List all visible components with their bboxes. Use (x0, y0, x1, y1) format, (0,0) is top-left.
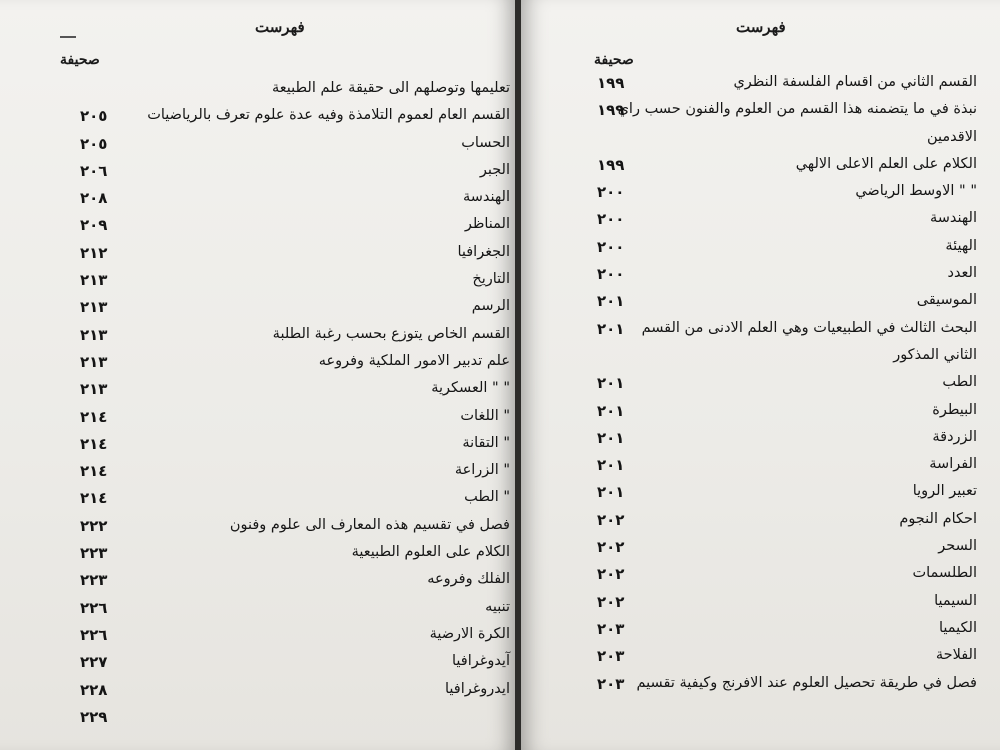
toc-entry-title: الرسم (471, 298, 510, 315)
toc-entry-title: الكلام على العلوم الطبيعية (351, 544, 510, 561)
toc-entry (521, 400, 991, 427)
toc-entry (60, 706, 510, 733)
toc-entry (60, 214, 510, 241)
toc-entry (60, 378, 510, 405)
toc-entry-page-number: ٢٠١ (597, 319, 625, 338)
toc-entry (521, 154, 991, 181)
toc-entry (521, 645, 991, 672)
toc-entry (60, 569, 510, 596)
toc-entry (521, 509, 991, 536)
toc-entry (521, 345, 991, 372)
toc-entry-page-number: ٢١٣ (80, 298, 108, 317)
toc-entry-page-number: ٢١٢ (80, 243, 108, 262)
toc-entry-page-number: ٢٠١ (597, 483, 625, 502)
toc-entry-title: نبذة في ما يتضمنه هذا القسم من العلوم والفنون حسب راي (617, 101, 977, 118)
toc-entry-title: تنبيه (485, 598, 510, 615)
page-mark (60, 36, 76, 38)
toc-entry (521, 236, 991, 263)
toc-entry (521, 181, 991, 208)
toc-entry-page-number: ٢١٣ (80, 325, 108, 344)
toc-entry-page-number: ٢١٤ (80, 489, 108, 508)
toc-entry-title: الكيميا (938, 619, 977, 636)
toc-entry-page-number: ٢٠٢ (597, 510, 625, 529)
toc-entry-title: " الزراعة (454, 462, 510, 479)
toc-entry-page-number: ٢٢٧ (80, 653, 108, 672)
toc-entry-page-number: ٢٢٩ (80, 707, 108, 726)
toc-entry-title: البيطرة (932, 401, 977, 418)
toc-entry (521, 318, 991, 345)
toc-entry-title: " اللغات (460, 407, 510, 424)
toc-entry-page-number: ٢٠١ (597, 428, 625, 447)
toc-entry (521, 290, 991, 317)
toc-entry (60, 105, 510, 132)
toc-entry-title: القسم الخاص يتوزع بحسب رغبة الطلبة (272, 325, 510, 342)
toc-entry-title: الجغرافيا (457, 243, 510, 260)
page-header: فهرست (736, 18, 786, 36)
toc-entry-title: الاقدمين (926, 128, 977, 145)
toc-entry-page-number: ٢٠١ (597, 456, 625, 475)
toc-entry-page-number: ٢١٤ (80, 462, 108, 481)
toc-entry-title: الفلك وفروعه (427, 571, 510, 588)
toc-entry-page-number: ٢١٣ (80, 352, 108, 371)
toc-entry-page-number: ٢١٣ (80, 380, 108, 399)
toc-entry (60, 351, 510, 378)
toc-entry-title: تعليمها وتوصلهم الى حقيقة علم الطبيعة (272, 80, 510, 96)
toc-entry-title: " " الاوسط الرياضي (855, 183, 977, 200)
toc-entry-page-number: ٢٠١ (597, 401, 625, 420)
toc-entry (521, 618, 991, 645)
toc-entry-title: القسم العام لعموم التلامذة وفيه عدة علوم تعرف بالرياضيات (147, 107, 510, 124)
toc-entry-title: علم تدبير الامور الملكية وفروعه (318, 352, 510, 369)
toc-entry (60, 160, 510, 187)
toc-entry (60, 433, 510, 460)
toc-entry-page-number: ٢٠٥ (80, 107, 108, 126)
toc-entry-page-number: ٢٠١ (597, 374, 625, 393)
toc-entry-title: الثاني المذكور (893, 346, 977, 363)
toc-entry (60, 624, 510, 651)
toc-entry (60, 296, 510, 323)
right-toc-list (521, 72, 991, 700)
toc-entry-title: الموسيقى (916, 292, 977, 309)
toc-entry (521, 563, 991, 590)
toc-entry-title: آيدوغرافيا (451, 653, 510, 670)
toc-entry-title: المناظر (464, 216, 510, 233)
toc-entry (521, 591, 991, 618)
toc-entry (60, 78, 510, 105)
toc-entry (60, 242, 510, 269)
toc-entry (60, 597, 510, 624)
toc-entry-page-number: ٢٠٥ (80, 134, 108, 153)
toc-entry-page-number: ١٩٩ (597, 155, 625, 174)
toc-entry-page-number: ١٩٩ (597, 101, 625, 120)
toc-entry-title: الكلام على العلم الاعلى الالهي (795, 155, 977, 172)
toc-entry-title: الحساب (461, 134, 510, 151)
toc-entry-page-number: ٢٠٣ (597, 647, 625, 666)
toc-entry (521, 127, 991, 154)
toc-entry-page-number: ٢٢٣ (80, 544, 108, 563)
toc-entry (521, 673, 991, 700)
toc-entry-page-number: ٢٢٣ (80, 571, 108, 590)
toc-entry-page-number: ٢٠٠ (597, 265, 625, 284)
toc-entry-page-number: ٢٠٦ (80, 161, 108, 180)
toc-entry-title: الزردقة (932, 428, 977, 445)
toc-entry-title: " " العسكرية (431, 380, 510, 397)
toc-entry-title: " التقانة (462, 434, 510, 451)
toc-entry (60, 324, 510, 351)
toc-entry-title: فصل في طريقة تحصيل العلوم عند الافرنج وكيفية تقسيم (636, 674, 977, 691)
toc-entry-title: تعبير الرويا (912, 483, 977, 500)
toc-entry-page-number: ٢٠٢ (597, 538, 625, 557)
toc-entry-page-number: ٢٠١ (597, 292, 625, 311)
toc-entry-page-number: ٢٢٦ (80, 598, 108, 617)
toc-entry (521, 536, 991, 563)
toc-entry (521, 454, 991, 481)
toc-entry-page-number: ٢٠٨ (80, 189, 108, 208)
toc-entry-page-number: ٢١٣ (80, 271, 108, 290)
toc-entry-title: السحر (938, 538, 977, 555)
toc-entry-title: الطلسمات (912, 565, 977, 582)
toc-entry-page-number: ٢٠٩ (80, 216, 108, 235)
toc-entry (521, 72, 991, 99)
toc-entry-title: الهيئة (945, 237, 977, 254)
toc-entry (60, 133, 510, 160)
toc-entry-title: " الطب (464, 489, 510, 506)
toc-entry-page-number: ١٩٩ (597, 74, 625, 92)
toc-entry-page-number: ٢٠٢ (597, 592, 625, 611)
toc-entry-title: العدد (947, 265, 977, 282)
left-toc-list (60, 78, 510, 733)
toc-entry-page-number: ٢٠٢ (597, 565, 625, 584)
toc-entry (60, 269, 510, 296)
toc-entry-title: فصل في تقسيم هذه المعارف الى علوم وفنون (229, 516, 510, 533)
toc-entry-page-number: ٢٠٣ (597, 674, 625, 693)
toc-entry (60, 460, 510, 487)
toc-entry (521, 372, 991, 399)
toc-entry-page-number: ٢٢٦ (80, 625, 108, 644)
toc-entry-page-number: ٢٢٢ (80, 516, 108, 535)
toc-entry (521, 263, 991, 290)
toc-entry-page-number: ٢٢٨ (80, 680, 108, 699)
toc-entry-title: التاريخ (472, 271, 510, 288)
page-column-label: صحيفة (594, 52, 634, 68)
toc-entry (60, 542, 510, 569)
toc-entry-title: ايدروغرافيا (444, 680, 510, 697)
toc-entry-title: الطب (942, 374, 977, 391)
toc-entry-page-number: ٢١٤ (80, 407, 108, 426)
toc-entry (521, 427, 991, 454)
toc-entry-title: الفراسة (929, 456, 977, 473)
toc-entry (60, 651, 510, 678)
toc-entry-title: البحث الثالث في الطبيعيات وهي العلم الادنى من القسم (641, 319, 977, 336)
toc-entry (521, 99, 991, 126)
toc-entry-page-number: ٢٠٠ (597, 237, 625, 256)
toc-entry-title: الجبر (479, 161, 510, 178)
toc-entry-page-number: ٢٠٠ (597, 183, 625, 202)
toc-entry (60, 515, 510, 542)
toc-entry (60, 679, 510, 706)
toc-entry-title: الهندسة (929, 210, 977, 227)
page-column-label: صحيفة (60, 52, 100, 68)
toc-entry-title: الكرة الارضية (429, 625, 510, 642)
toc-entry (521, 208, 991, 235)
toc-entry (60, 487, 510, 514)
toc-entry-title: احكام النجوم (899, 510, 977, 527)
toc-entry-title: السيميا (934, 592, 977, 609)
toc-entry-title: الهندسة (462, 189, 510, 206)
page-header: فهرست (255, 18, 305, 36)
toc-entry (521, 481, 991, 508)
toc-entry-page-number: ٢١٤ (80, 434, 108, 453)
toc-entry-title: القسم الثاني من اقسام الفلسفة النظري (733, 74, 977, 90)
toc-entry-title: الفلاحة (935, 647, 977, 664)
toc-entry-page-number: ٢٠٠ (597, 210, 625, 229)
toc-entry (60, 187, 510, 214)
toc-entry (60, 406, 510, 433)
toc-entry-page-number: ٢٠٣ (597, 619, 625, 638)
